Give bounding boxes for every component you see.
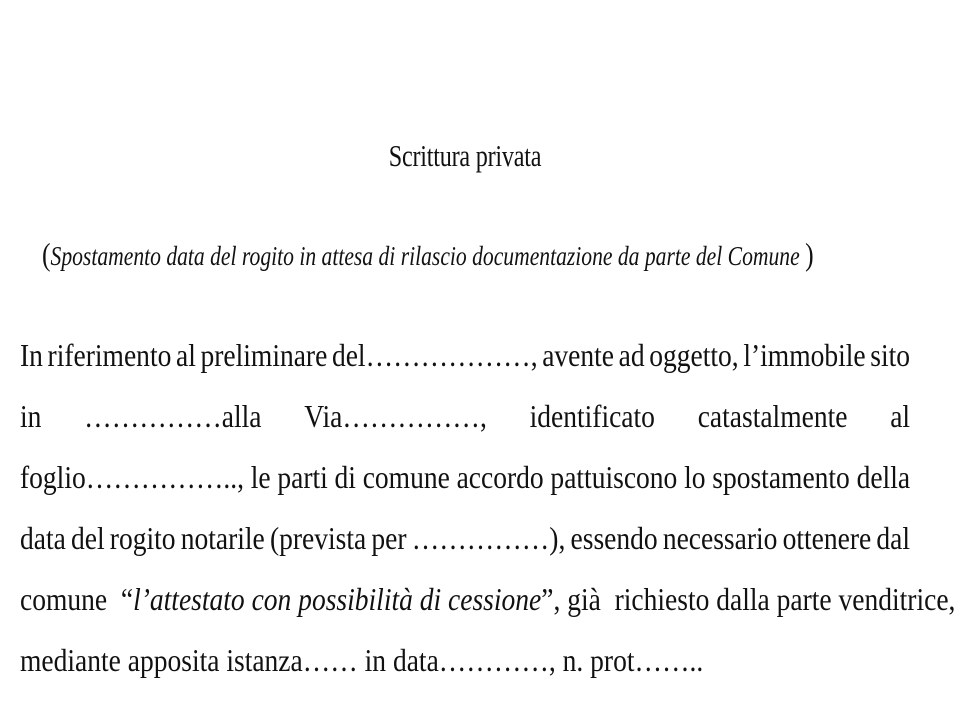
subtitle-text: Spostamento data del rogito in attesa di rilascio documentazione da parte del Comune xyxy=(50,241,800,271)
word: al xyxy=(890,398,911,434)
paragraph-line-3 xyxy=(20,447,910,508)
word: del xyxy=(71,520,105,556)
word: spostamento xyxy=(712,459,850,495)
word: della xyxy=(856,459,911,495)
word: oggetto, xyxy=(649,337,739,373)
word: foglio…………….., xyxy=(20,459,244,495)
word: ……………), xyxy=(411,520,566,556)
word: (prevista xyxy=(269,520,367,556)
body-paragraph xyxy=(20,325,956,691)
paragraph-line-6 xyxy=(20,630,910,691)
word: dal xyxy=(876,520,911,556)
word: per xyxy=(371,520,407,556)
word: comune xyxy=(362,459,450,495)
word: riferimento xyxy=(47,337,172,373)
word: In xyxy=(20,337,43,373)
word: ad xyxy=(618,337,645,373)
word: Via……………, xyxy=(304,398,487,434)
word: parti xyxy=(277,459,328,495)
line5-italic-quote: l’attestato con possibilità di cessione xyxy=(133,581,542,617)
word: al xyxy=(175,337,196,373)
line5-post: ”, già richiesto dalla parte venditrice, xyxy=(541,581,956,617)
paragraph-line-2 xyxy=(20,386,910,447)
subtitle-close-paren: ) xyxy=(805,236,814,272)
word: le xyxy=(250,459,271,495)
word: in xyxy=(20,398,42,434)
word: ……………alla xyxy=(84,398,262,434)
word: di xyxy=(334,459,356,495)
subtitle-open-paren: ( xyxy=(42,236,51,272)
paragraph-line-5 xyxy=(20,569,956,630)
word: pattuiscono xyxy=(550,459,678,495)
word: del………………, xyxy=(331,337,538,373)
word: necessario xyxy=(662,520,778,556)
document-subtitle xyxy=(42,236,814,273)
word: ottenere xyxy=(782,520,872,556)
word: accordo xyxy=(456,459,544,495)
word: lo xyxy=(684,459,706,495)
word: rogito xyxy=(109,520,176,556)
word: catastalmente xyxy=(697,398,848,434)
paragraph-line-4 xyxy=(20,508,910,569)
line5-pre: comune “ xyxy=(20,581,134,617)
word: preliminare xyxy=(200,337,328,373)
word: essendo xyxy=(570,520,658,556)
word: avente xyxy=(542,337,615,373)
paragraph-line-1 xyxy=(20,325,910,386)
word: notarile xyxy=(180,520,265,556)
word: data xyxy=(20,520,66,556)
word: l’immobile xyxy=(743,337,866,373)
word: identificato xyxy=(529,398,655,434)
word: sito xyxy=(870,337,911,373)
line6-text: mediante apposita istanza…… in data…………, n. prot…….. xyxy=(20,642,704,678)
page-title: Scrittura privata xyxy=(388,138,542,173)
